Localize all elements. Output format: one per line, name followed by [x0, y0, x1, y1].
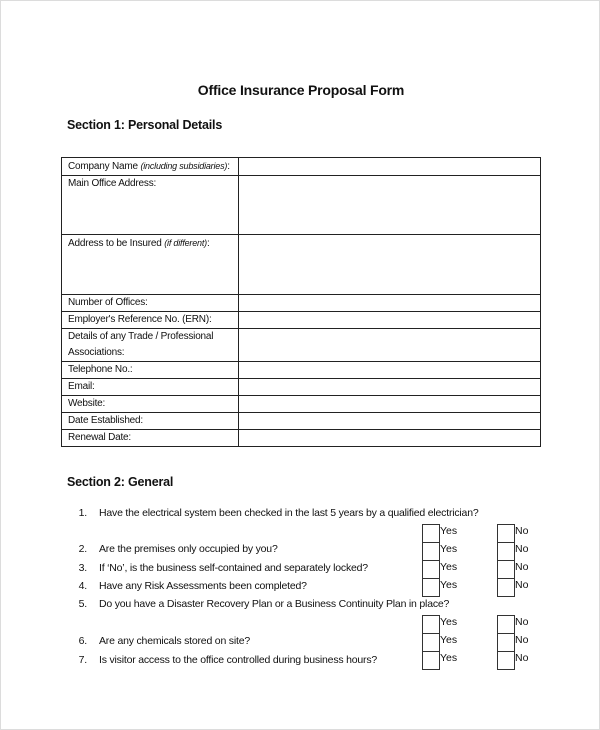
question-text: Is visitor access to the office controlled during business hours? [99, 654, 378, 666]
q7-no-label: No [515, 652, 529, 664]
question-text: Have any Risk Assessments been completed? [99, 580, 307, 592]
question-number: 1. [78, 507, 87, 519]
q3-yes-checkbox[interactable] [422, 560, 440, 579]
q2-no-label: No [515, 543, 529, 555]
question-text: Are the premises only occupied by you? [99, 543, 278, 555]
company-name-label: Company Name (including subsidiaries): [62, 158, 239, 176]
q2-yes-label: Yes [440, 543, 458, 555]
q7-yes-checkbox[interactable] [422, 651, 440, 670]
table-row [62, 379, 541, 396]
question-number: 3. [78, 562, 87, 574]
question-number: 7. [78, 654, 87, 666]
q6-no-checkbox[interactable] [497, 633, 515, 652]
table-row [62, 176, 541, 235]
trade-associations-field[interactable] [239, 329, 541, 362]
employer-reference-label: Employer's Reference No. (ERN): [62, 312, 239, 329]
table-row [62, 362, 541, 379]
question-number: 4. [78, 580, 87, 592]
trade-associations-label: Details of any Trade / Professional Associations: [62, 329, 239, 362]
table-row [62, 312, 541, 329]
company-name-field[interactable] [239, 158, 541, 176]
main-office-address-label: Main Office Address: [62, 176, 239, 235]
question-text: Have the electrical system been checked in the last 5 years by a qualified electrician? [99, 507, 479, 519]
email-field[interactable] [239, 379, 541, 396]
q1-no-checkbox[interactable] [497, 524, 515, 543]
q1-yes-checkbox[interactable] [422, 524, 440, 543]
table-row [62, 158, 541, 176]
renewal-date-field[interactable] [239, 430, 541, 447]
personal-details-table [61, 157, 541, 447]
number-of-offices-label: Number of Offices: [62, 295, 239, 312]
q4-yes-label: Yes [440, 579, 458, 591]
q6-no-label: No [515, 634, 529, 646]
q5-no-label: No [515, 616, 529, 628]
q3-no-label: No [515, 561, 529, 573]
website-field[interactable] [239, 396, 541, 413]
date-established-label: Date Established: [62, 413, 239, 430]
address-to-be-insured-label: Address to be Insured (if different): [62, 235, 239, 295]
table-row [62, 235, 541, 295]
email-label: Email: [62, 379, 239, 396]
q6-yes-checkbox[interactable] [422, 633, 440, 652]
q3-no-checkbox[interactable] [497, 560, 515, 579]
q5-no-checkbox[interactable] [497, 615, 515, 634]
telephone-field[interactable] [239, 362, 541, 379]
employer-reference-field[interactable] [239, 312, 541, 329]
question-number: 6. [78, 635, 87, 647]
form-title: Office Insurance Proposal Form [197, 82, 405, 98]
q1-yes-label: Yes [440, 525, 458, 537]
date-established-field[interactable] [239, 413, 541, 430]
section-2-heading: Section 2: General [67, 475, 174, 489]
question-text: Are any chemicals stored on site? [99, 635, 250, 647]
q1-no-label: No [515, 525, 529, 537]
number-of-offices-field[interactable] [239, 295, 541, 312]
website-label: Website: [62, 396, 239, 413]
q5-yes-label: Yes [440, 616, 458, 628]
q6-yes-label: Yes [440, 634, 458, 646]
table-row [62, 396, 541, 413]
table-row [62, 329, 541, 362]
q4-yes-checkbox[interactable] [422, 578, 440, 597]
renewal-date-label: Renewal Date: [62, 430, 239, 447]
q4-no-checkbox[interactable] [497, 578, 515, 597]
q2-no-checkbox[interactable] [497, 542, 515, 561]
table-row [62, 430, 541, 447]
q3-yes-label: Yes [440, 561, 458, 573]
question-text: If ‘No’, is the business self-contained and separately locked? [99, 562, 368, 574]
question-number: 2. [78, 543, 87, 555]
table-row [62, 413, 541, 430]
q2-yes-checkbox[interactable] [422, 542, 440, 561]
telephone-label: Telephone No.: [62, 362, 239, 379]
address-to-be-insured-field[interactable] [239, 235, 541, 295]
q5-yes-checkbox[interactable] [422, 615, 440, 634]
table-row [62, 295, 541, 312]
q7-no-checkbox[interactable] [497, 651, 515, 670]
q7-yes-label: Yes [440, 652, 458, 664]
section-1-heading: Section 1: Personal Details [67, 118, 223, 132]
question-text: Do you have a Disaster Recovery Plan or a Business Continuity Plan in place? [99, 598, 450, 610]
main-office-address-field[interactable] [239, 176, 541, 235]
question-number: 5. [78, 598, 87, 610]
q4-no-label: No [515, 579, 529, 591]
